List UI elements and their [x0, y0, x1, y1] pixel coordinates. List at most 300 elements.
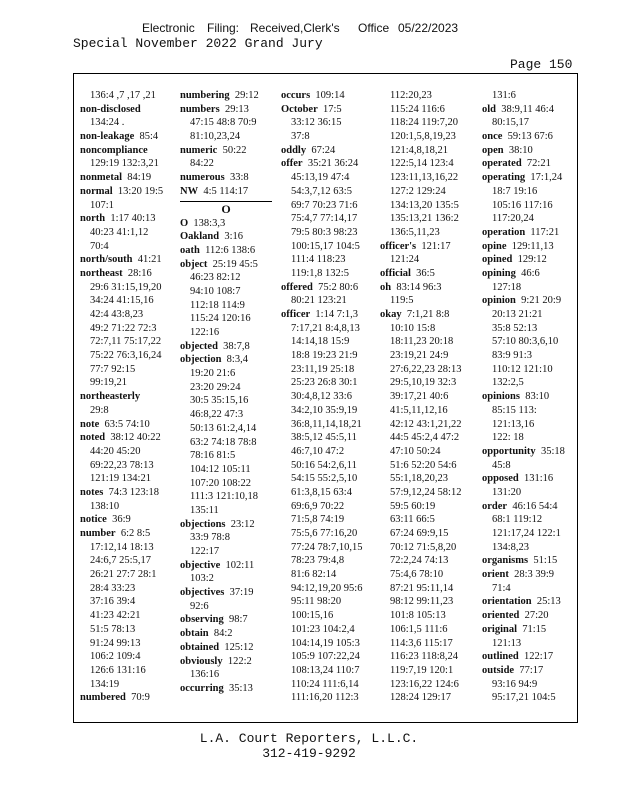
index-entry: [80, 664, 163, 678]
index-entry: [380, 308, 461, 322]
index-term: numbering: [180, 90, 230, 101]
index-term: oh: [380, 281, 392, 293]
index-references: 38:12 40:22: [110, 432, 161, 444]
index-entry: [482, 157, 565, 171]
index-entry: [281, 390, 362, 404]
index-references: 25:23 26:8 30:1: [291, 377, 358, 389]
index-entry: [281, 691, 362, 705]
index-references: 44:5 45:2,4 47:2: [390, 432, 460, 444]
index-references: 1:17 40:13: [110, 213, 156, 225]
index-references: 111:16,20 112:3: [291, 692, 359, 704]
index-term: nonmetal: [80, 172, 122, 184]
index-entry: [80, 691, 163, 705]
index-entry: [281, 376, 362, 390]
index-references: 25:19 45:5: [212, 258, 258, 270]
index-term: opinions: [482, 391, 520, 403]
index-term: objections: [180, 518, 226, 530]
index-references: 14:14,18 15:9: [291, 336, 350, 348]
index-entry: [281, 157, 362, 171]
index-entry: [380, 226, 461, 240]
index-references: 33:9 78:8: [190, 532, 230, 544]
index-references: 38:9,11 46:4: [501, 103, 554, 115]
index-references: 35:21 36:24: [307, 158, 359, 170]
index-references: 83:14 96:3: [396, 281, 442, 293]
index-term: order: [482, 500, 508, 512]
index-entry: [482, 623, 565, 637]
index-references: 9:21 20:9: [521, 295, 562, 307]
index-references: 38:10: [508, 144, 533, 156]
index-references: 132:2,5: [492, 377, 524, 389]
index-references: 4:5 114:17: [203, 185, 249, 197]
index-references: 95:11 98:20: [291, 596, 342, 608]
index-entry: [380, 609, 461, 623]
index-references: 27:6,22,23 28:13: [390, 363, 462, 375]
index-references: 106:1,5 111:6: [390, 623, 448, 635]
index-references: 131:6: [492, 90, 516, 101]
index-references: 83:9 91:3: [492, 350, 532, 362]
index-term: northeasterly: [80, 391, 141, 403]
index-entry: [380, 171, 461, 185]
index-box: [73, 73, 578, 723]
index-entry: [482, 472, 565, 486]
index-references: 50:22: [222, 144, 247, 156]
index-references: 17:12,14 18:13: [90, 541, 154, 553]
index-references: 39:17,21 40:6: [390, 391, 449, 403]
index-references: 46:16 54:4: [512, 500, 558, 512]
index-entry: [281, 459, 362, 473]
index-entry: [380, 199, 461, 213]
index-references: 138:10: [90, 500, 120, 512]
index-term: numeric: [180, 144, 218, 156]
index-references: 29:6 31:15,19,20: [90, 281, 162, 293]
index-entry: [281, 637, 362, 651]
index-entry: [380, 554, 461, 568]
index-references: 122:5,14 123:4: [390, 158, 454, 170]
index-references: 75:4,6 78:10: [390, 569, 444, 581]
index-entry: [380, 637, 461, 651]
index-entry: [482, 637, 565, 651]
index-entry: [482, 459, 565, 473]
index-entry: [180, 89, 272, 103]
index-entry: [180, 422, 272, 436]
index-entry: [80, 554, 163, 568]
section-letter: O: [180, 201, 272, 217]
index-entry: [281, 89, 362, 103]
index-references: 122:2: [227, 655, 252, 667]
index-references: 119:5: [390, 295, 414, 307]
index-entry: [180, 230, 272, 244]
index-references: 6:2 8:5: [120, 528, 151, 539]
index-entry: [180, 518, 272, 532]
index-entry: [80, 500, 163, 514]
index-references: 72:21: [526, 158, 551, 170]
index-references: 110:12 121:10: [492, 363, 553, 375]
index-entry: [380, 623, 461, 637]
index-term: original: [482, 623, 518, 635]
index-entry: [380, 253, 461, 267]
index-entry: [281, 267, 362, 281]
index-references: 108:13,24 110:7: [291, 664, 360, 676]
index-references: 112:20,23: [390, 90, 432, 101]
index-references: 69:6,9 70:22: [291, 500, 345, 512]
index-references: 122:17: [524, 651, 554, 663]
index-references: 29:8: [90, 404, 109, 416]
index-entry: [380, 390, 461, 404]
index-entry: [80, 308, 163, 322]
index-entry: [482, 376, 565, 390]
index-references: 75:5,6 77:16,20: [291, 528, 358, 539]
index-references: 78:16 81:5: [190, 450, 236, 462]
index-references: 41:5,11,12,16: [390, 404, 448, 416]
index-references: 42:4 43:8,23: [90, 309, 144, 320]
index-entry: [482, 281, 565, 295]
index-entry: [281, 472, 362, 486]
index-term: northeast: [80, 267, 123, 279]
index-entry: [80, 390, 163, 404]
index-entry: [380, 212, 461, 226]
index-term: normal: [80, 185, 113, 197]
index-term: objective: [180, 559, 221, 571]
index-entry: [180, 185, 272, 199]
index-references: 122: 18: [492, 432, 524, 444]
index-references: 71:5,8 74:19: [291, 514, 345, 526]
index-references: 30:5 35:15,16: [190, 395, 249, 407]
index-references: 87:21 95:11,14: [390, 582, 454, 594]
index-entry: [281, 500, 362, 514]
index-references: 121:24: [390, 254, 420, 266]
index-entry: [281, 144, 362, 158]
index-references: 105:16 117:16: [492, 199, 553, 211]
index-term: obtain: [180, 628, 209, 640]
index-references: 135:13,21 136:2: [390, 213, 459, 225]
index-references: 63:11 66:5: [390, 514, 435, 526]
index-entry: [281, 595, 362, 609]
index-entry: [380, 650, 461, 664]
index-references: 127:2 129:24: [390, 185, 446, 197]
index-references: 1:14 7:1,3: [315, 309, 358, 320]
index-entry: [80, 116, 163, 130]
index-entry: [281, 609, 362, 623]
index-entry: [281, 363, 362, 377]
index-term: number: [80, 528, 116, 539]
index-references: 8:3,4: [226, 354, 248, 366]
index-entry: [80, 294, 163, 308]
index-references: 104:12 105:11: [190, 463, 251, 475]
index-references: 115:24 116:6: [390, 103, 445, 115]
index-references: 46:23 82:12: [190, 272, 241, 284]
index-entry: [281, 582, 362, 596]
index-references: 40:23 41:1,12: [90, 226, 149, 238]
index-entry: [180, 559, 272, 573]
index-entry: [180, 531, 272, 545]
index-term: noncompliance: [80, 144, 148, 156]
index-entry: [482, 267, 565, 281]
index-term: operation: [482, 226, 526, 238]
index-entry: [180, 381, 272, 395]
index-entry: [80, 459, 163, 473]
index-references: 110:24 111:6,14: [291, 678, 359, 690]
index-references: 33:8: [229, 172, 249, 184]
index-entry: [180, 463, 272, 477]
index-entry: [80, 623, 163, 637]
index-entry: [380, 527, 461, 541]
index-references: 85:15 113:: [492, 404, 537, 416]
index-entry: [180, 157, 272, 171]
index-term: outside: [482, 664, 515, 676]
index-term: note: [80, 418, 100, 430]
index-references: 111:3 121:10,18: [190, 491, 259, 503]
index-references: 117:20,24: [492, 213, 534, 225]
index-references: 47:10 50:24: [390, 445, 441, 457]
index-references: 46:8,22 47:3: [190, 409, 244, 421]
index-references: 116:23 118:8,24: [390, 651, 459, 663]
index-references: 37:16 39:4: [90, 596, 136, 608]
footer-company: L.A. Court Reporters, L.L.C.: [199, 731, 419, 746]
index-references: 105:9 107:22,24: [291, 651, 360, 663]
index-references: 122:16: [190, 327, 220, 338]
index-entry: [482, 335, 565, 349]
index-entry: [482, 390, 565, 404]
index-references: 70:12 71:5,8,20: [390, 541, 457, 553]
index-entry: [80, 609, 163, 623]
index-references: 63:5 74:10: [104, 418, 150, 430]
index-entry: [281, 308, 362, 322]
page-number: Page 150: [510, 57, 573, 72]
index-entry: [281, 322, 362, 336]
index-references: 50:16 54:2,6,11: [291, 459, 357, 471]
index-entry: [482, 527, 565, 541]
index-entry: [482, 568, 565, 582]
index-column-4: [380, 89, 461, 705]
index-entry: [180, 613, 272, 627]
index-column-3: [281, 89, 362, 705]
index-term: objection: [180, 354, 222, 366]
index-entry: [180, 312, 272, 326]
header-filing: Filing:: [207, 21, 240, 35]
index-references: 79:5 80:3 98:23: [291, 226, 358, 238]
index-references: 18:7 19:16: [492, 185, 538, 197]
index-term: notes: [80, 486, 104, 498]
index-references: 135:11: [190, 504, 219, 516]
index-references: 72:7,11 75:17,22: [90, 336, 162, 348]
index-entry: [281, 486, 362, 500]
index-references: 57:9,12,24 58:12: [390, 486, 462, 498]
index-references: 84:2: [213, 628, 233, 640]
index-entry: [380, 404, 461, 418]
index-references: 102:11: [225, 559, 255, 571]
index-entry: [482, 554, 565, 568]
index-entry: [180, 353, 272, 367]
index-entry: [281, 116, 362, 130]
index-references: 106:2 109:4: [90, 651, 141, 663]
index-entry: [281, 349, 362, 363]
index-entry: [482, 445, 565, 459]
index-references: 49:2 71:22 72:3: [90, 322, 157, 334]
index-entry: [380, 691, 461, 705]
index-references: 42:12 43:1,21,22: [390, 418, 462, 430]
index-references: 109:14: [315, 90, 345, 101]
index-references: 63:2 74:18 78:8: [190, 436, 257, 448]
index-entry: [80, 404, 163, 418]
index-references: 44:20 45:20: [90, 445, 141, 457]
index-entry: [80, 253, 163, 267]
index-references: 117:21: [530, 226, 560, 238]
index-entry: [380, 89, 461, 103]
index-entry: [180, 668, 272, 682]
index-entry: [80, 568, 163, 582]
index-references: 94:12,19,20 95:6: [291, 582, 363, 594]
index-term: opportunity: [482, 445, 536, 457]
index-entry: [80, 240, 163, 254]
index-entry: [482, 678, 565, 692]
index-entry: [80, 130, 163, 144]
index-entry: [80, 281, 163, 295]
index-entry: [482, 308, 565, 322]
index-references: 45:13,19 47:4: [291, 172, 350, 184]
index-entry: [180, 103, 272, 117]
index-entry: [380, 157, 461, 171]
index-term: Oakland: [180, 231, 220, 243]
index-entry: [482, 116, 565, 130]
index-entry: [281, 103, 362, 117]
index-references: 80:21 123:21: [291, 295, 347, 307]
index-references: 35:8 52:13: [492, 322, 538, 334]
index-references: 27:20: [524, 610, 549, 622]
index-references: 41:21: [137, 254, 162, 266]
index-entry: [80, 199, 163, 213]
index-entry: [80, 363, 163, 377]
index-entry: [281, 445, 362, 459]
index-entry: [482, 609, 565, 623]
index-entry: [80, 157, 163, 171]
index-term: observing: [180, 614, 224, 626]
index-references: 107:20 108:22: [190, 477, 251, 489]
index-references: 123:11,13,16,22: [390, 172, 459, 184]
index-references: 85:4: [139, 131, 159, 143]
index-entry: [380, 376, 461, 390]
index-entry: [482, 431, 565, 445]
index-entry: [482, 349, 565, 363]
index-references: 18:8 19:23 21:9: [291, 350, 358, 362]
index-references: 121:13,16: [492, 418, 535, 430]
index-references: 19:20 21:6: [190, 368, 236, 380]
index-references: 103:2: [190, 573, 214, 585]
index-term: object: [180, 258, 208, 270]
index-entry: [482, 294, 565, 308]
index-entry: [281, 226, 362, 240]
index-references: 41:23 42:21: [90, 610, 141, 622]
index-references: 83:10: [525, 391, 550, 403]
index-entry: [80, 376, 163, 390]
index-entry: [482, 89, 565, 103]
index-entry: [380, 418, 461, 432]
index-references: 136:16: [190, 669, 220, 681]
index-term: opined: [482, 254, 513, 266]
index-entry: [380, 322, 461, 336]
index-references: 36:5: [416, 267, 435, 279]
footer-phone: 312-419-9292: [262, 746, 356, 761]
index-term: oriented: [482, 610, 520, 622]
index-entry: [380, 335, 461, 349]
header-date: 05/22/2023: [398, 21, 459, 35]
index-entry: [380, 130, 461, 144]
index-entry: [482, 144, 565, 158]
index-references: 10:10 15:8: [390, 322, 436, 334]
index-entry: [380, 267, 461, 281]
index-entry: [281, 212, 362, 226]
index-references: 134:13,20 135:5: [390, 199, 459, 211]
index-entry: [380, 363, 461, 377]
index-references: 13:20 19:5: [117, 185, 164, 197]
index-entry: [80, 226, 163, 240]
index-entry: [482, 130, 565, 144]
index-references: 23:12: [230, 518, 255, 530]
index-term: NW: [180, 185, 199, 197]
index-entry: [482, 664, 565, 678]
index-entry: [180, 326, 272, 340]
index-entry: [380, 595, 461, 609]
index-entry: [180, 436, 272, 450]
header-office: Office: [358, 21, 390, 35]
index-entry: [482, 691, 565, 705]
index-entry: [80, 445, 163, 459]
index-references: 38:5,12 45:5,11: [291, 432, 357, 444]
index-entry: [380, 349, 461, 363]
index-entry: [482, 212, 565, 226]
index-entry: [80, 527, 163, 541]
index-references: 17:5: [323, 103, 342, 115]
index-references: 84:22: [190, 158, 214, 170]
index-references: 20:13 21:21: [492, 309, 543, 320]
index-entry: [380, 459, 461, 473]
index-references: 71:15: [522, 623, 547, 635]
index-entry: [80, 418, 163, 432]
index-entry: [380, 472, 461, 486]
index-references: 129:12: [517, 254, 547, 266]
index-entry: [380, 582, 461, 596]
index-references: 25:13: [536, 596, 561, 608]
index-entry: [482, 185, 565, 199]
index-entry: [482, 582, 565, 596]
index-references: 118:24 119:7,20: [390, 117, 459, 129]
index-entry: [80, 595, 163, 609]
index-entry: [180, 340, 272, 354]
index-entry: [482, 322, 565, 336]
index-term: opinion: [482, 295, 516, 307]
index-term: opining: [482, 267, 516, 279]
index-entry: [80, 541, 163, 555]
index-references: 7:1,21 8:8: [406, 309, 450, 320]
index-entry: [80, 185, 163, 199]
index-term: official: [380, 267, 411, 279]
index-references: 100:15,17 104:5: [291, 240, 360, 252]
index-references: 17:1,24: [530, 172, 563, 184]
index-references: 81:10,23,24: [190, 131, 241, 143]
index-references: 45:8: [492, 459, 511, 471]
index-references: 59:13 67:6: [507, 131, 553, 143]
index-entry: [482, 253, 565, 267]
index-entry: [380, 294, 461, 308]
index-references: 75:22 76:3,16,24: [90, 350, 162, 362]
index-references: 112:6 138:6: [205, 244, 256, 256]
index-references: 84:19: [127, 172, 152, 184]
index-entry: [180, 586, 272, 600]
index-references: 131:16: [524, 473, 554, 485]
index-references: 30:4,8,12 33:6: [291, 391, 352, 403]
index-entry: [80, 144, 163, 158]
index-references: 111:4 118:23: [291, 254, 346, 266]
index-references: 121:4,8,18,21: [390, 144, 449, 156]
